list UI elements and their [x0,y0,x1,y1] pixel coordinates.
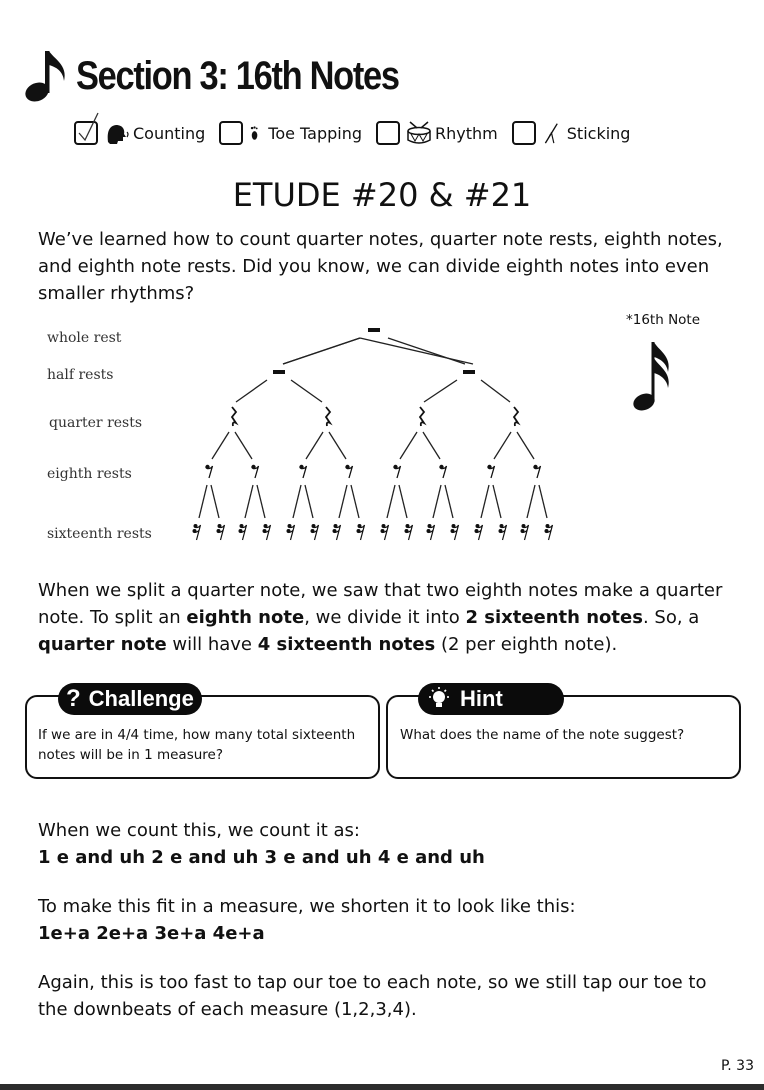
eighth-rest-mark [299,465,306,478]
lightbulb-icon [426,686,452,712]
sixteenth-rest-mark [193,524,201,540]
whole-rest-mark [368,328,380,332]
tree-branch [539,485,547,518]
sixteenth-rest-mark [263,524,271,540]
sixteenth-rest-mark [333,524,341,540]
eighth-rest-mark [439,465,446,478]
sixteenth-rest-mark [405,524,413,540]
footprint-icon [249,120,265,146]
quarter-rest-mark [420,407,424,426]
sticking-checkbox[interactable] [512,121,536,145]
check-mark-icon [74,111,102,145]
tree-branch [329,432,346,459]
eighth-note-icon [24,47,70,105]
counting-checkbox[interactable] [74,121,98,145]
tree-branch [351,485,359,518]
sixteenth-note-caption: *16th Note [626,312,701,328]
tree-branch [400,432,417,459]
hint-tab [418,683,564,715]
tree-branch [305,485,313,518]
tree-branch [211,485,219,518]
intro-paragraph: We’ve learned how to count quarter notes, quarter note rests, eighth notes, and eighth note rests. Did you know, we can divide eighth notes into even smaller rhythms? [38,229,723,304]
label-quarter-rests: quarter rests [49,415,143,431]
label-eighth-rests: eighth rests [47,466,132,482]
half-rest-mark [463,370,475,374]
eighth-rest-mark [251,465,258,478]
checklist-item-counting[interactable] [74,120,205,146]
eighth-rest-mark [533,465,540,478]
label-half-rests: half rests [47,367,114,383]
tree-branch [245,485,253,518]
quarter-rest-mark [326,407,330,426]
quarter-rest-mark [514,407,518,426]
sixteenth-rest-mark [381,524,389,540]
tree-branch [291,380,322,402]
half-rest-mark [273,370,285,374]
challenge-tab [58,683,202,715]
shorten-line: 1e+a 2e+a 3e+a 4e+a [38,923,265,944]
tree-branch [494,432,511,459]
tree-branch [236,380,267,402]
checklist-label-toe-tapping: Toe Tapping [268,123,363,143]
checklist-label-counting: Counting [133,123,206,143]
tree-branch [517,432,534,459]
rhythm-checkbox[interactable] [376,121,400,145]
sixteenth-note-icon [632,340,678,414]
etude-title: ETUDE #20 & #21 [232,176,532,214]
tree-branch [235,432,252,459]
tree-branch [424,380,457,402]
drumsticks-icon [542,120,564,146]
shorten-intro: To make this fit in a measure, we shorten it to look like this: [38,896,576,917]
tree-branch [388,338,465,364]
count-intro: When we count this, we count it as: [38,820,360,841]
bottom-border [0,1084,764,1090]
count-line: 1 e and uh 2 e and uh 3 e and uh 4 e and uh [38,847,485,868]
tree-branch [445,485,453,518]
sixteenth-rest-mark [427,524,435,540]
tree-branch [199,485,207,518]
tree-branch [423,432,440,459]
tree-branch [283,338,360,364]
tree-branch [339,485,347,518]
snare-drum-icon [406,120,432,146]
eighth-rest-mark [345,465,352,478]
tree-branch [527,485,535,518]
hint-title: Hint [460,686,503,711]
tree-branch [481,485,489,518]
challenge-title: Challenge [88,686,194,711]
eighth-rest-mark [487,465,494,478]
challenge-text: If we are in 4/4 time, how many total sixteenth notes will be in 1 measure? [38,727,356,763]
tree-branch [433,485,441,518]
sixteenth-rest-mark [239,524,247,540]
question-icon: ? [66,685,81,712]
quarter-rest-mark [232,407,236,426]
checklist-item-sticking[interactable] [512,120,631,146]
label-sixteenth-rests: sixteenth rests [47,526,152,542]
sixteenth-rest-mark [217,524,225,540]
sixteenth-rest-mark [545,524,553,540]
sixteenth-rest-mark [499,524,507,540]
checklist-item-rhythm[interactable] [376,120,498,146]
sixteenth-rest-mark [521,524,529,540]
again-paragraph: Again, this is too fast to tap our toe to each note, so we still tap our toe to the downbeats of each measure (1,2,3,4). [38,972,707,1020]
tree-branch [387,485,395,518]
sixteenth-rest-mark [311,524,319,540]
practice-checklist [74,120,644,146]
rest-division-diagram [24,314,594,554]
hint-text: What does the name of the note suggest? [400,727,685,743]
split-paragraph: When we split a quarter note, we saw that two eighth notes make a quarter note. To split an eighth note, we divide it into 2 sixteenth notes. So, a quarter note will have 4 sixteenth notes (2 per eighth note). [38,580,723,655]
checklist-label-sticking: Sticking [566,123,631,143]
sixteenth-rest-mark [287,524,295,540]
tree-branch [493,485,501,518]
page-number: P. 33 [721,1058,754,1074]
sixteenth-rest-mark [357,524,365,540]
eighth-rest-mark [205,465,212,478]
diagram-marks [193,328,553,540]
page-header [24,44,451,108]
tree-branch [481,380,510,402]
sixteenth-rest-mark [475,524,483,540]
tree-branch [360,338,473,364]
sixteenth-rest-mark [451,524,459,540]
tree-branch [293,485,301,518]
speaking-head-icon [104,120,130,146]
label-whole-rest: whole rest [47,330,122,346]
tree-branch [306,432,323,459]
toe-tapping-checkbox[interactable] [219,121,243,145]
page-title: Section 3: 16th Notes [76,53,399,98]
eighth-rest-mark [393,465,400,478]
checklist-item-toe-tapping[interactable] [219,120,362,146]
tree-branch [257,485,265,518]
tree-branch [399,485,407,518]
tree-branch [212,432,229,459]
checklist-label-rhythm: Rhythm [435,123,498,143]
